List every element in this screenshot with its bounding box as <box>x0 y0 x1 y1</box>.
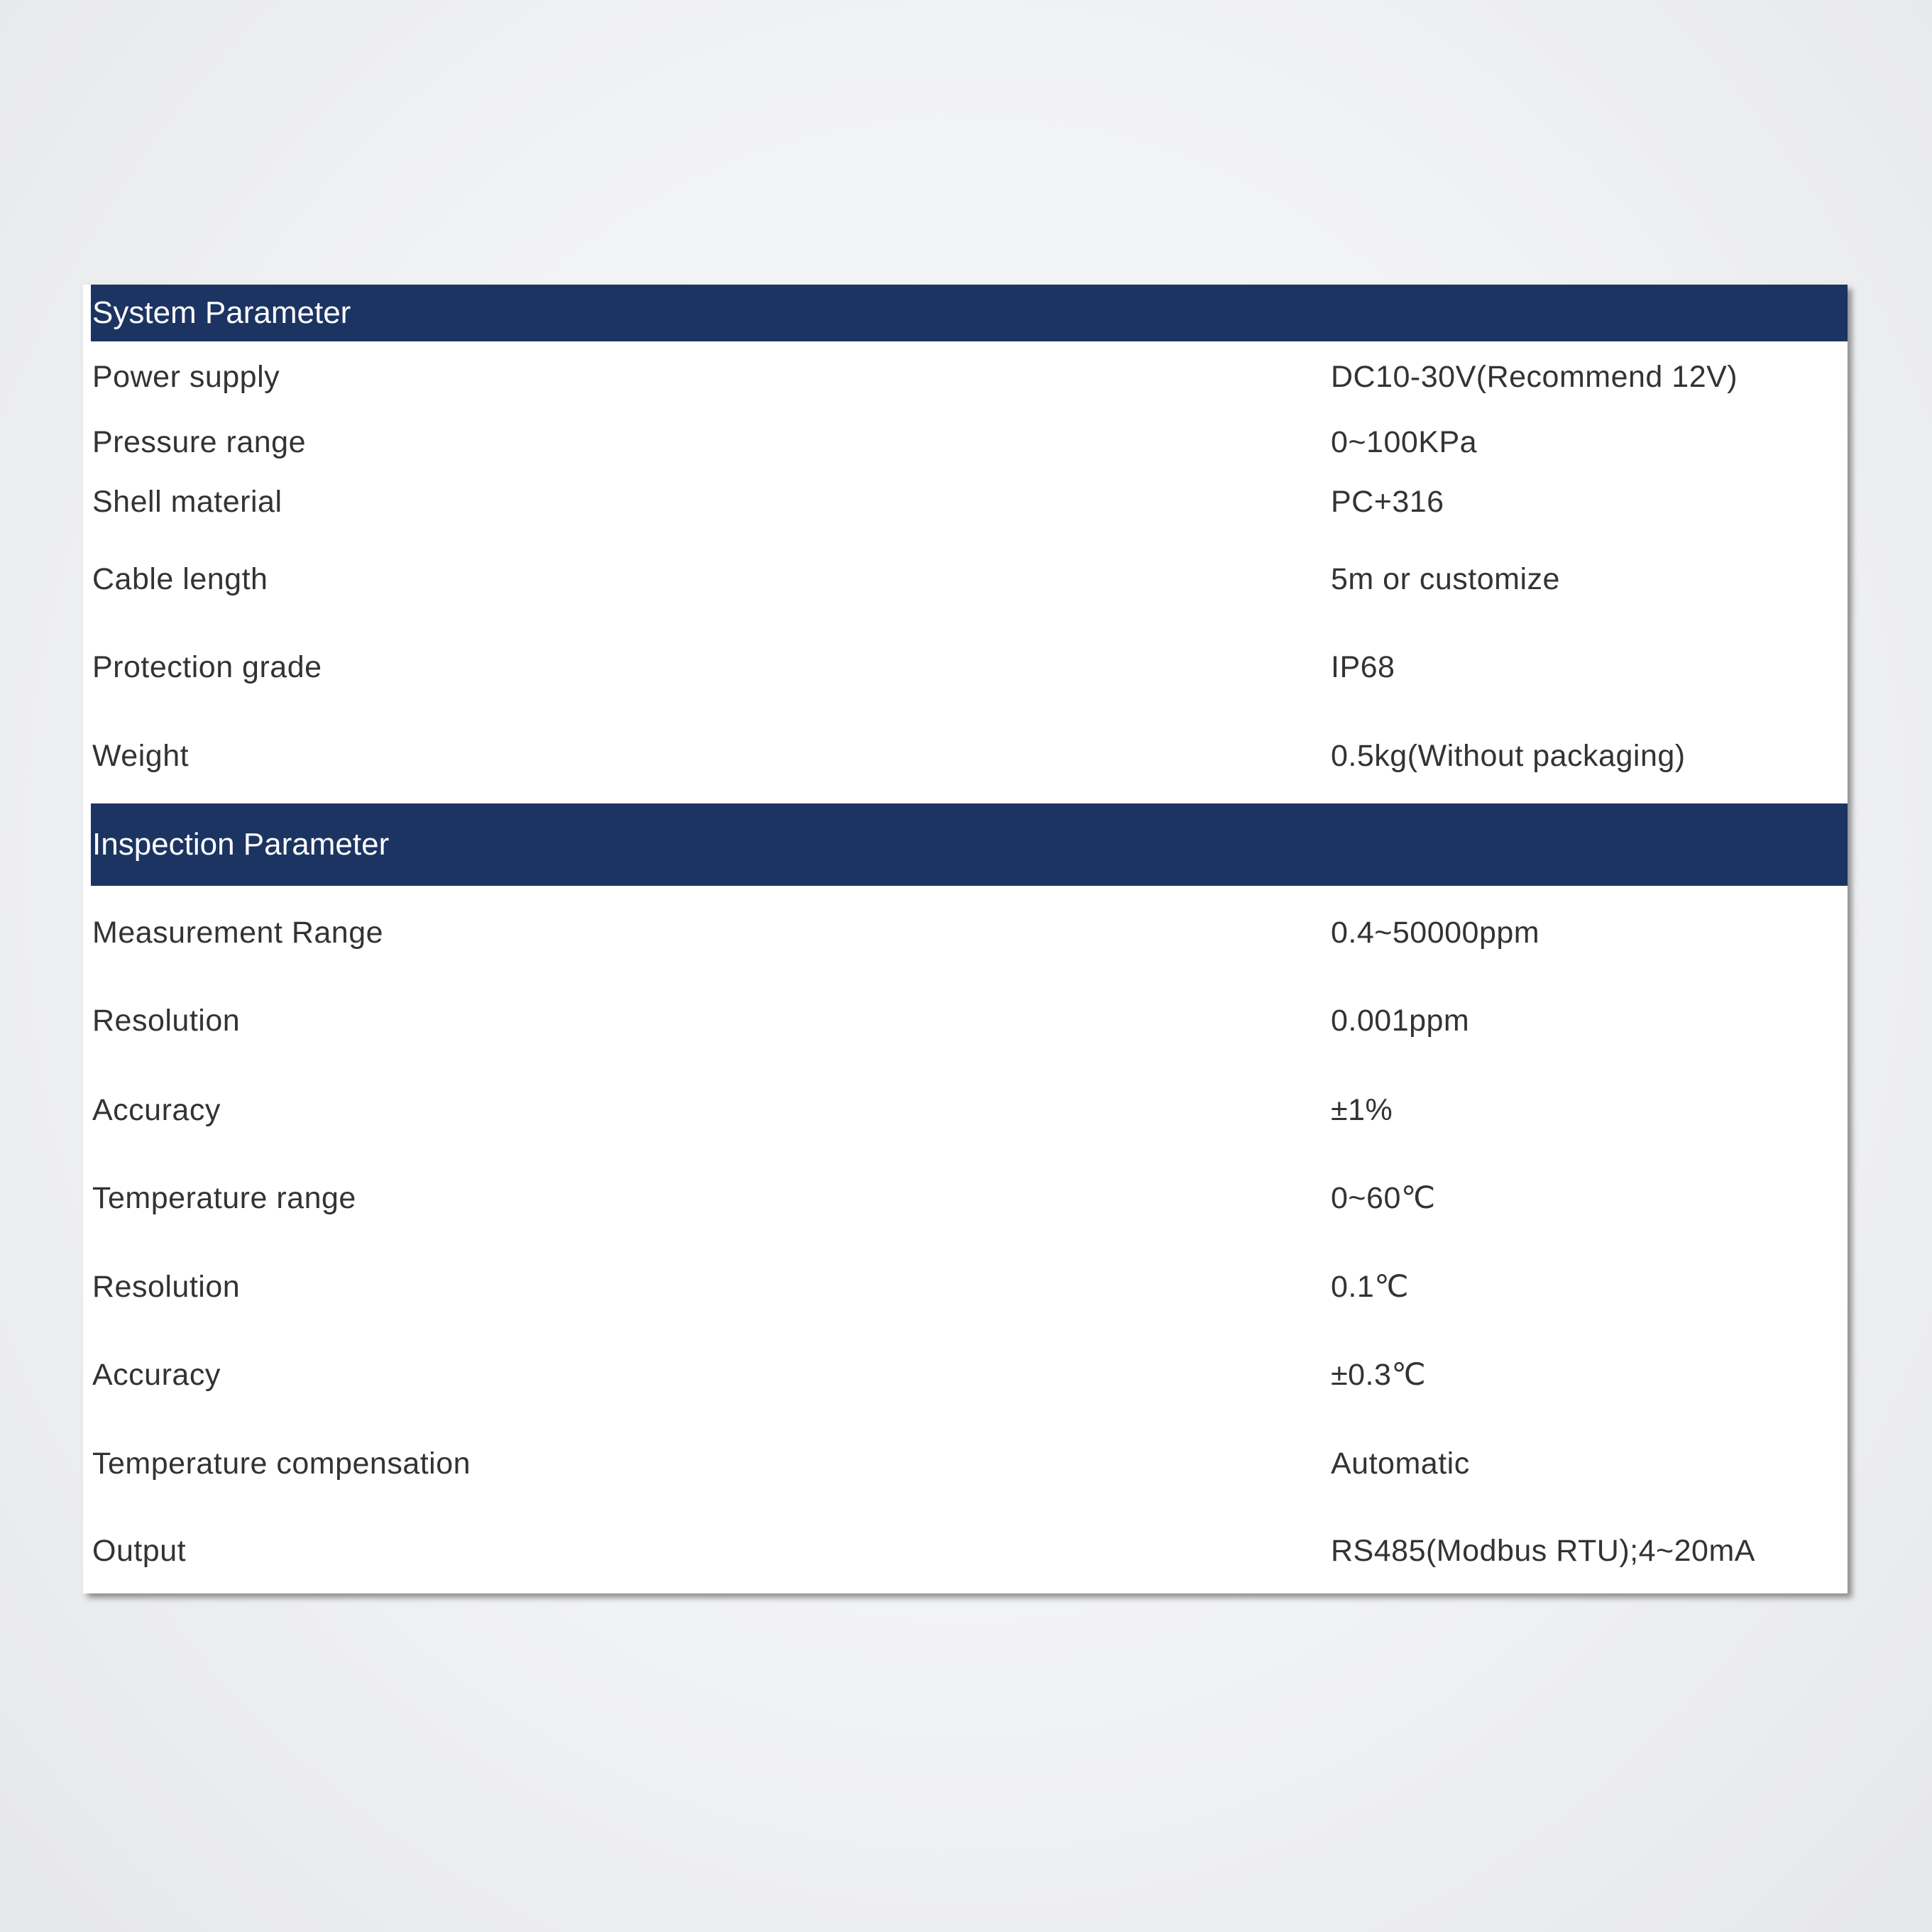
spec-table-card <box>83 285 1848 1593</box>
table-row <box>83 1530 1848 1572</box>
row-value: IP68 <box>1331 649 1395 684</box>
table-row <box>83 1266 1848 1308</box>
row-value: 0.4~50000ppm <box>1331 915 1540 950</box>
row-label: Resolution <box>92 1003 241 1038</box>
row-label: Weight <box>92 738 190 773</box>
row-label: Shell material <box>92 484 282 519</box>
row-value: 0.5kg(Without packaging) <box>1331 738 1686 773</box>
table-row <box>83 1089 1848 1131</box>
row-label: Resolution <box>92 1269 241 1304</box>
row-label: Cable length <box>92 561 268 596</box>
row-value: 0.001ppm <box>1331 1003 1470 1038</box>
row-value: Automatic <box>1331 1446 1470 1481</box>
table-row <box>83 646 1848 688</box>
row-value: ±0.3℃ <box>1331 1358 1427 1392</box>
table-row <box>83 1177 1848 1219</box>
table-row <box>83 999 1848 1042</box>
table-row <box>83 1354 1848 1396</box>
row-value: 0~60℃ <box>1331 1181 1436 1215</box>
row-label: Pressure range <box>92 424 306 459</box>
row-value: DC10-30V(Recommend 12V) <box>1331 359 1738 394</box>
row-label: Temperature compensation <box>92 1446 471 1481</box>
section-header-inspection <box>91 803 1848 886</box>
row-value: 5m or customize <box>1331 561 1560 596</box>
table-row <box>83 558 1848 600</box>
section-title: Inspection Parameter <box>92 827 390 862</box>
row-label: Temperature range <box>92 1180 356 1215</box>
row-label: Accuracy <box>92 1357 221 1392</box>
row-value: PC+316 <box>1331 484 1444 519</box>
row-label: Output <box>92 1533 187 1568</box>
section-title: System Parameter <box>92 295 351 330</box>
table-row <box>83 481 1848 523</box>
row-value: RS485(Modbus RTU);4~20mA <box>1331 1533 1755 1568</box>
row-label: Power supply <box>92 359 280 394</box>
row-value: 0.1℃ <box>1331 1270 1410 1304</box>
table-row <box>83 356 1848 398</box>
row-label: Accuracy <box>92 1092 221 1127</box>
table-row <box>83 735 1848 777</box>
table-row <box>83 911 1848 954</box>
table-row <box>83 421 1848 463</box>
row-label: Measurement Range <box>92 915 384 950</box>
row-label: Protection grade <box>92 649 322 684</box>
table-row <box>83 1442 1848 1485</box>
row-value: ±1% <box>1331 1092 1393 1127</box>
section-header-system <box>91 285 1848 341</box>
row-value: 0~100KPa <box>1331 424 1478 459</box>
